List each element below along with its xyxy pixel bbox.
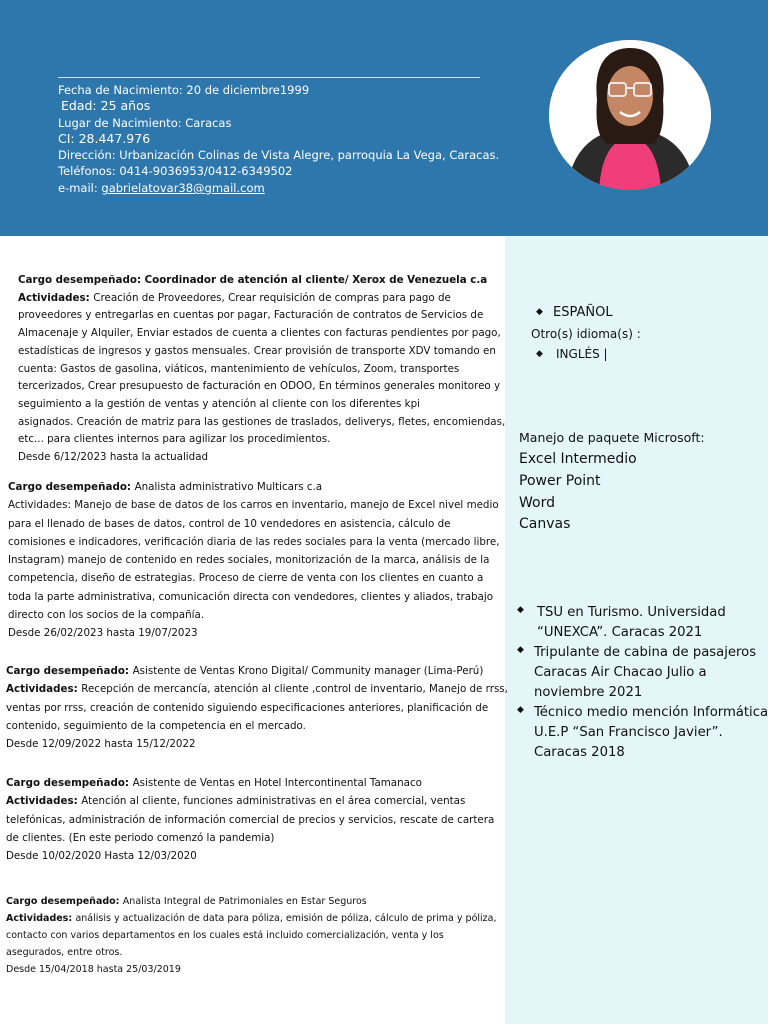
activity-text: Recepción de mercancía, atención al cliente ,control de inventario, Manejo de rrss, [81, 683, 508, 696]
other-languages-label: Otro(s) idioma(s) : [531, 327, 641, 341]
activities-label: Actividades: [6, 683, 82, 696]
activity-line: comisiones e indicadores, verificación diaria de las redes sociales para la venta (mercado libre, [8, 535, 500, 548]
diamond-bullet-icon: ◆ [517, 705, 524, 715]
role-label: Cargo desempeñado: [18, 274, 145, 286]
activity-line: Actividades: Manejo de base de datos de los carros en inventario, manejo de Excel nivel medio [8, 499, 499, 512]
activity-line [6, 680, 508, 698]
role-title: Coordinador de atención al cliente/ Xerox de Venezuela c.a [144, 274, 488, 286]
education-line: Caracas Air Chacao Julio a [534, 665, 707, 680]
birth-date: Fecha de Nacimiento: 20 de diciembre1999 [58, 83, 310, 97]
activity-line: etc... para clientes internos para agilizar los procedimientos. [18, 433, 331, 446]
activity-line: contacto con varios departamentos en los cuales está incluido comercialización, venta y los [6, 930, 444, 941]
role-label: Cargo desempeñado: [6, 777, 133, 789]
role-title: Asistente de Ventas en Hotel Intercontinental Tamanaco [132, 777, 422, 789]
activity-line: asignados. Creación de matriz para las gestiones de traslados, deliverys, fletes, encomiendas, [18, 415, 506, 428]
activity-line: de clientes. (En este periodo comenzó la pandemia) [6, 831, 275, 844]
activity-line: toda la parte administrativa, comunicación directa con vendedores, clientes y aliados, trabajo [8, 590, 494, 603]
experience-item-5 [6, 893, 497, 978]
activity-line: tercerizados, Crear presupuesto de facturación en ODOO, En términos generales monitoreo y [18, 380, 501, 393]
activity-line: seguimiento a la gestión de ventas y atención al cliente con los diferentes kpi [18, 397, 421, 410]
date-range: Desde 15/04/2018 hasta 25/03/2019 [6, 964, 181, 975]
date-range: Desde 6/12/2023 hasta la actualidad [18, 451, 209, 464]
diamond-bullet-icon: ◆ [536, 307, 543, 317]
activity-line: estadísticas de ingresos y gastos mensuales. Crear provisión de transporte XDV tomando en [18, 344, 496, 357]
role-label: Cargo desempeñado: [6, 665, 133, 677]
date-range: Desde 26/02/2023 hasta 19/07/2023 [8, 627, 198, 640]
email-line [58, 181, 265, 195]
diamond-bullet-icon: ◆ [536, 349, 543, 359]
age: Edad: 25 años [61, 98, 151, 113]
education-line: Caracas 2018 [534, 745, 625, 760]
role-line [6, 774, 494, 792]
header-banner [0, 0, 768, 236]
education-item-2 [534, 643, 756, 703]
header-divider [58, 77, 480, 78]
date-range: Desde 10/02/2020 Hasta 12/03/2020 [6, 850, 197, 863]
language-native: ESPAÑOL [553, 305, 613, 320]
role-line [6, 893, 497, 910]
activity-line: competencia, diseño de estrategias. Proceso de cierre de venta con los clientes en cuanto a [8, 572, 484, 585]
ci-number: CI: 28.447.976 [58, 131, 151, 146]
language-other: INGLÉS | [556, 347, 608, 361]
education-item-3 [534, 703, 768, 763]
activity-text: Atención al cliente, funciones administrativas en el área comercial, ventas [81, 795, 466, 808]
skill-item: Word [519, 495, 555, 511]
experience-item-1 [18, 272, 505, 467]
activity-line [6, 910, 497, 927]
experience-item-4 [6, 774, 494, 865]
education-item-1 [537, 603, 726, 643]
activity-line: directo con los socios de la compañía. [8, 609, 205, 622]
role-label: Cargo desempeñado: [6, 896, 123, 907]
role-label: Cargo desempeñado: [8, 481, 135, 493]
education-line: Técnico medio mención Informática [534, 705, 768, 720]
activity-text: Creación de Proveedores, Crear requisición de compras para pago de [93, 291, 451, 304]
activity-line: asegurados, entre otros. [6, 947, 123, 958]
activity-line: Almacenaje y Alquiler, Enviar estados de cuenta a clientes con facturas pendientes por pago, [18, 327, 501, 340]
activity-line: contenido, seguimiento de la competencia en el mercado. [6, 719, 306, 732]
role-line [8, 478, 499, 496]
address: Dirección: Urbanización Colinas de Vista Alegre, parroquia La Vega, Caracas. [58, 148, 500, 162]
activity-line [18, 290, 505, 308]
activity-line: ventas por rrss, creación de contenido siguiendo especificaciones anteriores, planificación de [6, 701, 489, 714]
activity-line: cuenta: Gastos de gasolina, viáticos, mantenimiento de vehículos, Zoom, transportes [18, 362, 460, 375]
skill-item: Canvas [519, 516, 571, 532]
skills-title: Manejo de paquete Microsoft: [519, 430, 705, 445]
education-line: Tripulante de cabina de pasajeros [534, 645, 757, 660]
activities-label: Actividades: [6, 795, 82, 808]
date-range: Desde 12/09/2022 hasta 15/12/2022 [6, 738, 196, 751]
diamond-bullet-icon: ◆ [517, 605, 524, 615]
role-line [18, 272, 505, 290]
diamond-bullet-icon: ◆ [517, 645, 524, 655]
email-link[interactable]: gabrielatovar38@gmail.com [101, 181, 265, 195]
activity-line: proveedores y entregarlas en cuentas por pagar, Facturación de contratos de Servicios de [18, 309, 484, 322]
activity-line [6, 792, 494, 810]
education-line: U.E.P “San Francisco Javier”. [534, 725, 723, 740]
activity-line: Instagram) manejo de contenido en redes sociales, monitorización de la marca, análisis de la [8, 554, 490, 567]
experience-item-3 [6, 662, 508, 753]
activity-text: análisis y actualización de data para póliza, emisión de póliza, cálculo de prima y póliza, [75, 913, 497, 924]
activity-line: para el llenado de bases de datos, control de 10 vendedores en asistencia, cálculo de [8, 517, 451, 530]
education-line: TSU en Turismo. Universidad [537, 605, 726, 620]
email-label: e-mail: [58, 181, 102, 195]
activities-label: Actividades: [6, 913, 76, 924]
skill-item: Power Point [519, 473, 601, 489]
birth-place: Lugar de Nacimiento: Caracas [58, 116, 232, 130]
role-line [6, 662, 508, 680]
experience-item-2 [8, 478, 499, 643]
activity-line: telefónicas, administración de información comercial de precios y servicios, rescate de cartera [6, 813, 495, 826]
profile-photo [549, 40, 711, 190]
skill-item: Excel Intermedio [519, 451, 637, 467]
phones: Teléfonos: 0414-9036953/0412-6349502 [58, 164, 293, 178]
role-title: Analista administrativo Multicars c.a [134, 481, 323, 493]
role-title: Asistente de Ventas Krono Digital/ Community manager (Lima-Perú) [132, 665, 484, 677]
education-line: “UNEXCA”. Caracas 2021 [537, 625, 703, 640]
role-title: Analista Integral de Patrimoniales en Estar Seguros [122, 896, 367, 907]
activities-label: Actividades: [18, 291, 94, 304]
education-line: noviembre 2021 [534, 685, 643, 700]
